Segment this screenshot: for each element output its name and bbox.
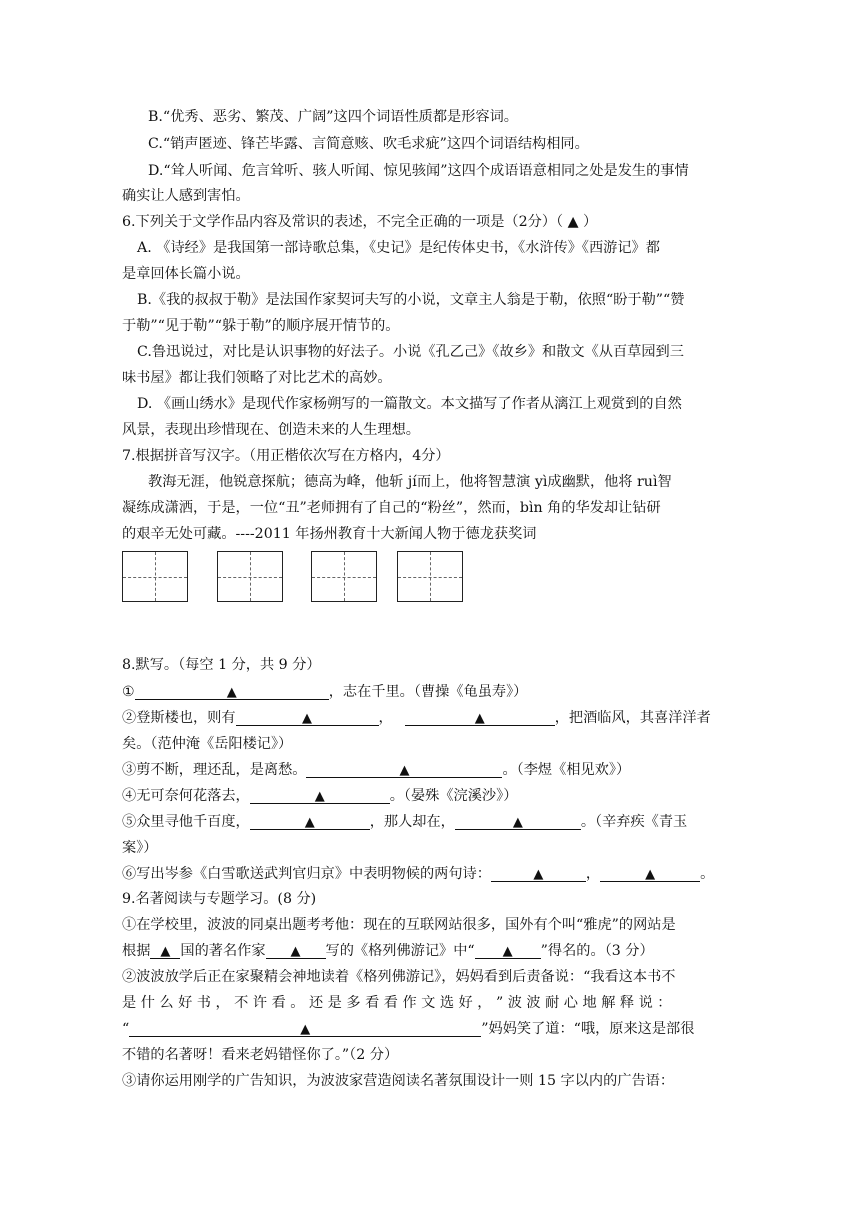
q6-option-a-cont: 是章回体长篇小说。	[122, 266, 250, 282]
triangle-mark: ▲	[502, 944, 513, 959]
q8-line5-cont: 案》）	[122, 840, 158, 856]
q5-option-d-cont: 确实让人感到害怕。	[122, 188, 250, 204]
q8-line2-text: ，把酒临风，其喜洋洋者	[554, 710, 711, 726]
q6-stem: 6.下列关于文学作品内容及常识的表述，不完全正确的一项是（2分）（ ▲ ）	[122, 214, 598, 230]
triangle-mark: ▲	[474, 711, 485, 726]
q8-line3-prefix: ③剪不断，理还乱，是离愁。	[122, 762, 307, 778]
blank-4[interactable]	[306, 761, 502, 778]
q8-line3-text: 。（李煜《相见欢》）	[502, 762, 631, 778]
blank-13[interactable]	[129, 1020, 481, 1037]
q8-line5-prefix: ⑤众里寻他千百度，	[122, 814, 250, 830]
blank-2[interactable]	[236, 709, 379, 726]
q8-line4-text: 。（晏殊《浣溪沙》）	[389, 788, 518, 804]
triangle-mark: ▲	[645, 867, 656, 882]
q6-option-d: D. 《画山绣水》是现代作家杨朔写的一篇散文。本文描写了作者从漓江上观赏到的自然	[137, 396, 682, 412]
q8-line2-prefix: ②登斯楼也，则有	[122, 710, 236, 726]
blank-9[interactable]	[600, 865, 700, 882]
q7-passage-line2: 凝练成潇洒，于是，一位“丑”老师拥有了自己的“粉丝”，然而，bìn 角的华发却让钻研	[122, 500, 661, 516]
q7-passage-line1: 教海无涯，他锐意探航；德高为峰，他斩 jí而上，他将智慧演 yì成幽默，他将 ruì智	[148, 474, 672, 490]
q8-line2-cont: 矣。（范仲淹《岳阳楼记》）	[122, 736, 293, 752]
q8-line5-text: 。（辛弃疾《青玉	[580, 814, 688, 830]
q8-line6-prefix: ⑥写出岑参《白雪歌送武判官归京》中表明物候的两句诗：	[122, 866, 491, 882]
q8-line2	[122, 709, 711, 728]
q9-item2-line3	[122, 1020, 694, 1039]
q8-line3	[122, 761, 630, 780]
q8-line1-text: ，志在千里。（曹操《龟虽寿》）	[328, 684, 528, 700]
q9-item2-text: ”妈妈笑了道：“哦，原来这是部很	[481, 1021, 695, 1037]
q9-stem: 9.名著阅读与专题学习。(8 分)	[122, 891, 317, 907]
q7-passage-line3: 的艰辛无处可藏。----2011 年扬州教育十大新闻人物于德龙获奖词	[122, 526, 537, 542]
blank-1[interactable]	[135, 683, 329, 700]
triangle-mark: ▲	[226, 685, 237, 700]
q5-option-d: D.“耸人听闻、危言耸听、骇人听闻、惊见骇闻”这四个成语语意相同之处是发生的事情	[148, 163, 689, 179]
q9-item3: ③请你运用刚学的广告知识，为波波家营造阅读名著氛围设计一则 15 字以内的广告语：	[122, 1073, 675, 1089]
q9-item2-line4: 不错的名著呀！看来老妈错怪你了。”（2 分）	[122, 1047, 399, 1063]
q8-line2-sep: ，	[378, 710, 393, 726]
blank-10[interactable]	[150, 942, 180, 959]
blank-5[interactable]	[250, 787, 390, 804]
q8-line1	[122, 683, 527, 702]
q7-stem: 7.根据拼音写汉字。（用正楷依次写在方格内，4分）	[122, 448, 450, 464]
triangle-mark: ▲	[290, 944, 301, 959]
q6-option-c-cont: 味书屋》都让我们领略了对比艺术的高妙。	[122, 370, 392, 386]
answer-box-1[interactable]	[122, 551, 188, 602]
triangle-mark: ▲	[304, 815, 315, 830]
q8-line1-prefix: ①	[122, 684, 135, 700]
blank-7[interactable]	[455, 813, 581, 830]
blank-3[interactable]	[405, 709, 555, 726]
q9-item1-a: 根据	[122, 943, 151, 959]
answer-box-4[interactable]	[397, 551, 463, 602]
q8-line6-end: 。	[700, 866, 715, 882]
q8-line6-sep: ，	[585, 866, 601, 882]
triangle-mark: ▲	[160, 944, 171, 959]
q8-line4-prefix: ④无可奈何花落去，	[122, 788, 250, 804]
triangle-mark: ▲	[302, 711, 313, 726]
triangle-mark: ▲	[399, 763, 410, 778]
q6-option-c: C.鲁迅说过，对比是认识事物的好法子。小说《孔乙己》《故乡》和散文《从百草园到三	[137, 344, 684, 360]
q9-item2-line1: ②波波放学后正在家聚精会神地读着《格列佛游记》，妈妈看到后责备说：“我看这本书不	[122, 969, 676, 985]
answer-box-3[interactable]	[311, 551, 377, 602]
q9-item2-line2: 是 什 么 好 书 ， 不 许 看 。 还 是 多 看 看 作 文 选 好 ， ” 波 波 耐 心 地 解 释 说 ：	[122, 995, 672, 1011]
q5-option-b: B.“优秀、恶劣、繁茂、广阔”这四个词语性质都是形容词。	[148, 109, 518, 125]
q9-item1-c: 写的《格列佛游记》中“	[325, 943, 475, 959]
q9-item1-b: 国的著名作家	[180, 943, 266, 959]
q8-line6	[122, 865, 714, 884]
q8-line4	[122, 787, 517, 806]
answer-box-2[interactable]	[217, 551, 283, 602]
q5-option-c: C.“销声匿迹、锋芒毕露、言简意赅、吹毛求疵”这四个词语结构相同。	[148, 136, 589, 152]
q9-item1-line1: ①在学校里，波波的同桌出题考考他：现在的互联网站很多，国外有个叫“雅虎”的网站是	[122, 917, 676, 933]
q8-line5-mid: ，那人却在，	[369, 814, 455, 830]
blank-8[interactable]	[491, 865, 586, 882]
blank-11[interactable]	[266, 942, 326, 959]
q9-item1-line2	[122, 942, 654, 961]
q6-option-b: B.《我的叔叔于勒》是法国作家契诃夫写的小说，文章主人翁是于勒，依照“盼于勒”“赞	[137, 292, 685, 308]
q8-stem: 8.默写。（每空 1 分，共 9 分）	[122, 657, 321, 673]
blank-12[interactable]	[475, 942, 541, 959]
q6-option-b-cont: 于勒”“见于勒”“躲于勒”的顺序展开情节的。	[122, 318, 400, 334]
q6-option-a: A. 《诗经》是我国第一部诗歌总集，《史记》是纪传体史书，《水浒传》《西游记》都	[137, 240, 660, 256]
blank-6[interactable]	[250, 813, 370, 830]
triangle-mark: ▲	[300, 1022, 311, 1037]
q8-line5	[122, 813, 687, 832]
triangle-mark: ▲	[512, 815, 523, 830]
q9-item2-open-quote: “	[122, 1021, 130, 1037]
triangle-mark: ▲	[533, 867, 544, 882]
triangle-mark: ▲	[314, 789, 325, 804]
q9-item1-d: ”得名的。（3 分）	[540, 943, 654, 959]
q6-option-d-cont: 风景，表现出珍惜现在、创造未来的人生理想。	[122, 422, 420, 438]
